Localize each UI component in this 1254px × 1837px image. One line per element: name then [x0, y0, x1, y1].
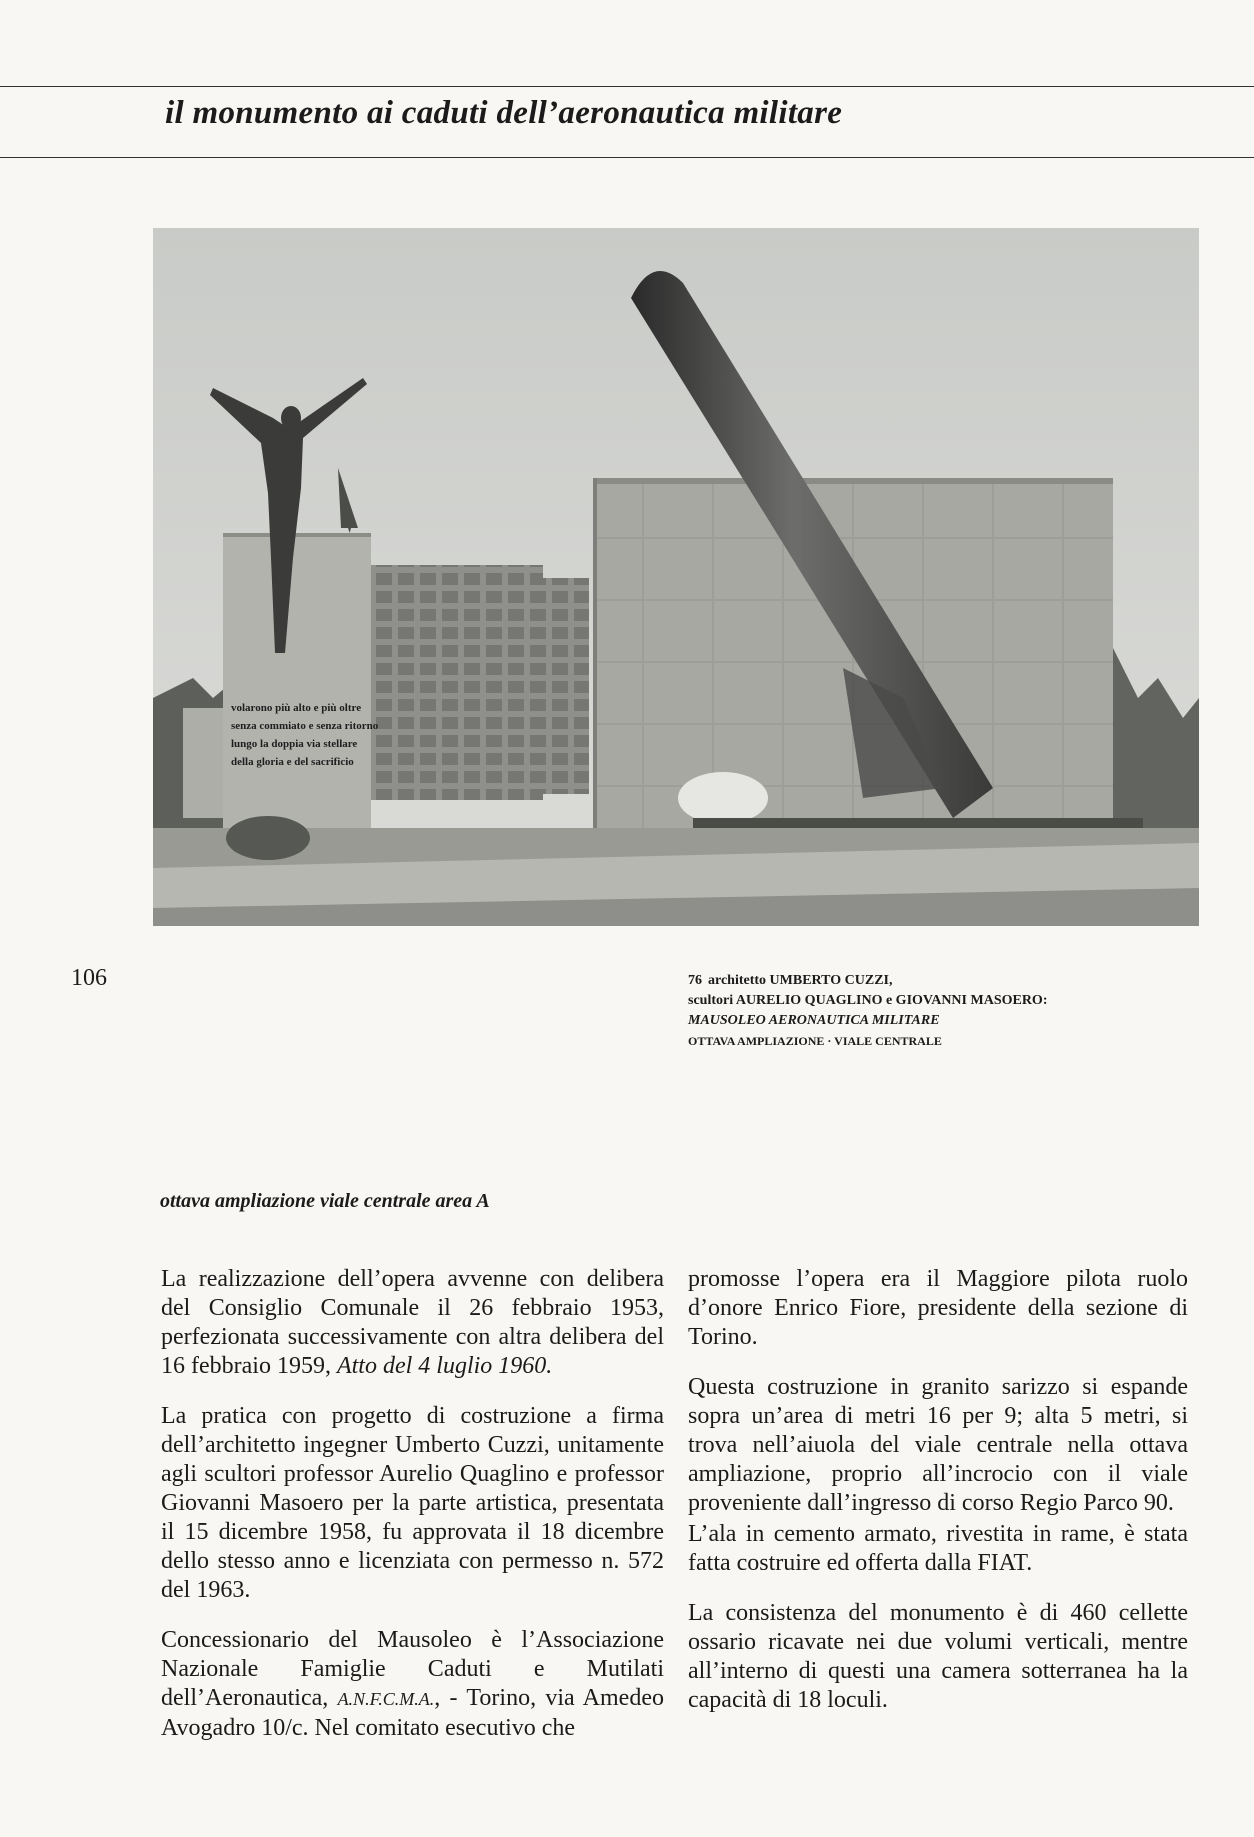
caption-architect: architetto UMBERTO CUZZI, [708, 973, 893, 988]
right-paragraph-1: promosse l’opera era il Maggiore pilota ruolo d’onore Enrico Fiore, presidente della sezione di Torino. [688, 1266, 1188, 1350]
section-heading: ottava ampliazione viale centrale area A [160, 1190, 490, 1212]
left-column [161, 1265, 664, 1743]
caption-number: 76 [688, 973, 702, 988]
left-p3-start: Concessionario del Mausoleo è l’Associazione Nazionale Famiglie Caduti e Mutilati dell’Aeronautica, [161, 1627, 664, 1711]
right-column [688, 1265, 1188, 1715]
left-p3-abbreviation: A.N.F.C.M.A. [337, 1689, 435, 1709]
caption-title: MAUSOLEO AERONAUTICA MILITARE [688, 1013, 940, 1028]
right-paragraph-3: L’ala in cemento armato, rivestita in rame, è stata fatta costruire ed offerta dalla FIAT. [688, 1521, 1188, 1576]
header-rule-top [0, 86, 1254, 87]
right-paragraph-4: La consistenza del monumento è di 460 cellette ossario ricavate nei due volumi verticali, mentre all’interno di questi una camera sotterranea ha la capacità di 18 loculi. [688, 1600, 1188, 1713]
right-paragraph-2: Questa costruzione in granito sarizzo si espande sopra un’area di metri 16 per 9; alta 5 metri, si trova nell’aiuola del viale centrale nella ottava ampliazione, proprio all’incrocio con il viale proveniente dall’ingresso di corso Regio Parco 90. [688, 1374, 1188, 1516]
left-paragraph-1 [161, 1265, 664, 1381]
inscription-line-2: senza commiato e senza ritorno [231, 720, 379, 732]
figure-caption [688, 971, 1048, 1051]
monument-photo-drawing [153, 228, 1199, 926]
caption-line-1 [688, 971, 1048, 991]
left-paragraph-2: La pratica con progetto di costruzione a firma dell’architetto ingegner Umberto Cuzzi, unitamente agli scultori professor Aurelio Quaglino e professor Giovanni Masoero per la parte artistica, presentata il 15 dicembre 1958, fu approvata il 18 dicembre dello stesso anno e licenziata con permesso n. 572 del 1963. [161, 1403, 664, 1603]
monument-photo [153, 228, 1199, 926]
page-number: 106 [71, 965, 107, 991]
left-p3-end: , - Torino, via Amedeo Avogadro 10/c. Nel comitato esecutivo che [161, 1685, 664, 1741]
running-header: il monumento ai caduti dell’aeronautica militare [165, 95, 843, 131]
left-p1-italic: Atto del 4 luglio 1960. [336, 1353, 553, 1379]
caption-subtitle: OTTAVA AMPLIAZIONE · VIALE CENTRALE [688, 1034, 942, 1048]
inscription-line-4: della gloria e del sacrificio [231, 756, 354, 768]
left-paragraph-3 [161, 1626, 664, 1743]
left-p1-text: La realizzazione dell’opera avvenne con delibera del Consiglio Comunale il 26 febbraio 1953, perfezionata successivamente con altra delibera del 16 febbraio 1959, [161, 1266, 664, 1379]
caption-sculptors: scultori AURELIO QUAGLINO e GIOVANNI MASOERO: [688, 993, 1048, 1008]
inscription-line-1: volarono più alto e più oltre [231, 702, 362, 714]
header-rule-bottom [0, 157, 1254, 158]
inscription-line-3: lungo la doppia via stellare [231, 738, 358, 750]
